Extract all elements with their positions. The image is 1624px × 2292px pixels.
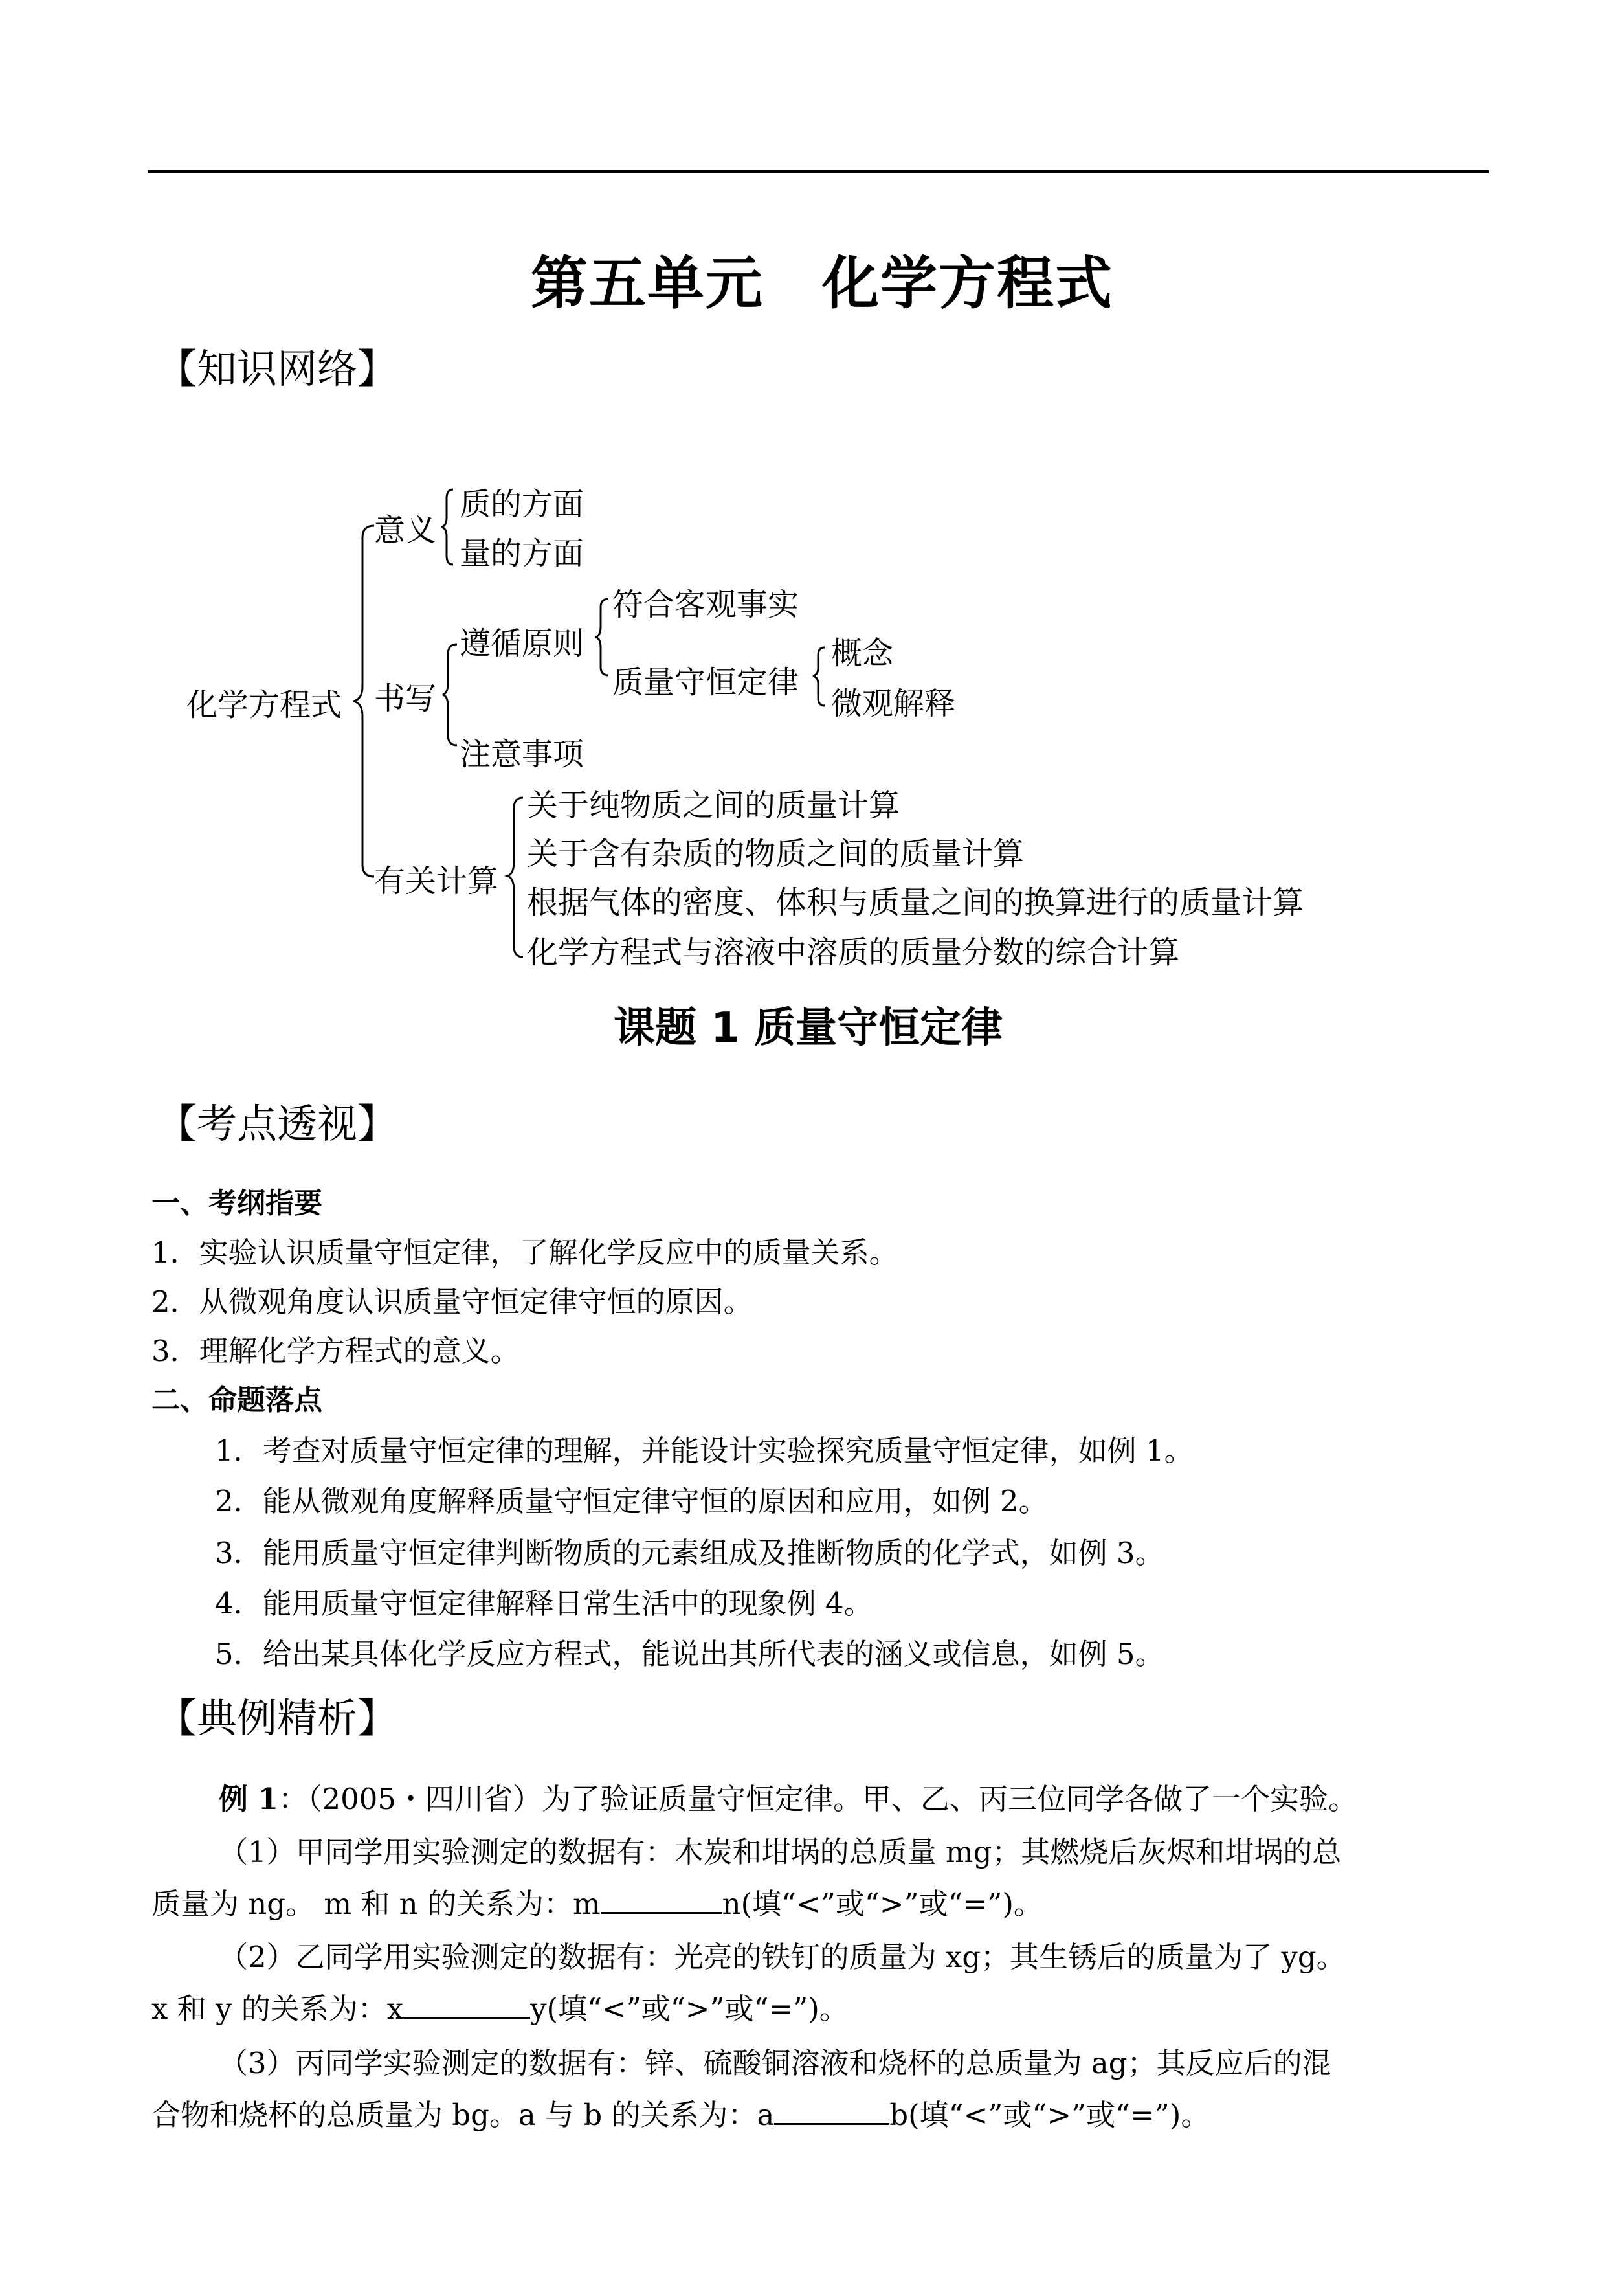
answer-blank-3[interactable] — [774, 2097, 889, 2125]
root-brace — [353, 526, 374, 877]
part3-text-b: b(填“<”或“>”或“=”)。 — [889, 2098, 1210, 2132]
example1-part1-line2 — [151, 1880, 1043, 1922]
example1-intro-text: ：（2005・四川省）为了验证质量守恒定律。甲、乙、丙三位同学各做了一个实验。 — [278, 1782, 1358, 1816]
part1-text-a: 质量为 ng。 m 和 n 的关系为：m — [151, 1887, 601, 1921]
example1-label: 例 1 — [219, 1782, 278, 1816]
principle-brace — [595, 599, 608, 675]
focus-item: 3．能用质量守恒定律判断物质的元素组成及推断物质的化学式，如例 3。 — [215, 1536, 1164, 1570]
example1-part1-line1: （1）甲同学用实验测定的数据有：木炭和坩埚的总质量 mg；其燃烧后灰烬和坩埚的总 — [219, 1835, 1342, 1869]
tree-meaning: 意义 — [374, 512, 437, 548]
example1-intro — [219, 1775, 1357, 1817]
outline-item: 1．实验认识质量守恒定律，了解化学反应中的质量关系。 — [151, 1235, 898, 1270]
outline-item: 3．理解化学方程式的意义。 — [151, 1334, 520, 1368]
knowledge-network-heading: 【知识网络】 — [157, 345, 398, 392]
tree-law: 质量守恒定律 — [612, 664, 799, 701]
outline-title: 一、考纲指要 — [151, 1187, 322, 1220]
header-rule — [148, 170, 1489, 173]
focus-item: 2．能从微观角度解释质量守恒定律守恒的原因和应用，如例 2。 — [215, 1484, 1048, 1518]
tree-calc-item: 关于含有杂质的物质之间的质量计算 — [527, 836, 1025, 872]
lesson-title: 课题 1 质量守恒定律 — [614, 1004, 1003, 1052]
tree-calc-item: 化学方程式与溶液中溶质的质量分数的综合计算 — [527, 934, 1180, 971]
tree-notes: 注意事项 — [460, 736, 584, 772]
page-title: 第五单元 化学方程式 — [531, 250, 1114, 317]
tree-meaning-item: 质的方面 — [460, 486, 584, 522]
part2-text-b: y(填“<”或“>”或“=”)。 — [530, 1992, 849, 2026]
focus-title: 二、命题落点 — [151, 1384, 322, 1417]
example1-part2-line1: （2）乙同学用实验测定的数据有：光亮的铁钉的质量为 xg；其生锈后的质量为了 yg。 — [219, 1940, 1346, 1974]
meaning-brace — [441, 489, 453, 565]
focus-item: 1．考查对质量守恒定律的理解，并能设计实验探究质量守恒定律，如例 1。 — [215, 1433, 1194, 1468]
tree-law-item: 微观解释 — [831, 686, 956, 722]
answer-blank-2[interactable] — [403, 1991, 530, 2019]
calc-brace — [507, 798, 523, 957]
example1-part2-line2 — [151, 1985, 849, 2027]
part3-text-a: 合物和烧杯的总质量为 bg。a 与 b 的关系为：a — [151, 2098, 775, 2132]
tree-principle-item: 符合客观事实 — [612, 587, 799, 623]
tree-writing: 书写 — [374, 680, 437, 717]
tree-calc-item: 关于纯物质之间的质量计算 — [527, 787, 900, 824]
focus-item: 5．给出某具体化学反应方程式，能说出其所代表的涵义或信息，如例 5。 — [215, 1637, 1164, 1671]
exam-points-heading: 【考点透视】 — [157, 1100, 398, 1147]
tree-principle: 遵循原则 — [460, 625, 584, 662]
tree-law-item: 概念 — [831, 635, 894, 671]
example1-part3-line2 — [151, 2091, 1210, 2133]
writing-brace — [443, 644, 457, 745]
tree-calc: 有关计算 — [374, 863, 499, 899]
part2-text-a: x 和 y 的关系为：x — [151, 1992, 404, 2026]
tree-root: 化学方程式 — [186, 687, 342, 723]
outline-item: 2．从微观角度认识质量守恒定律守恒的原因。 — [151, 1285, 753, 1319]
part1-text-b: n(填“<”或“>”或“=”)。 — [722, 1887, 1043, 1921]
examples-heading: 【典例精析】 — [157, 1694, 398, 1742]
answer-blank-1[interactable] — [601, 1886, 722, 1914]
tree-meaning-item: 量的方面 — [460, 535, 584, 572]
focus-item: 4．能用质量守恒定律解释日常生活中的现象例 4。 — [215, 1586, 873, 1621]
tree-calc-item: 根据气体的密度、体积与质量之间的换算进行的质量计算 — [527, 884, 1304, 921]
example1-part3-line1: （3）丙同学实验测定的数据有：锌、硫酸铜溶液和烧杯的总质量为 ag；其反应后的混 — [219, 2046, 1331, 2080]
law-brace — [813, 647, 825, 706]
